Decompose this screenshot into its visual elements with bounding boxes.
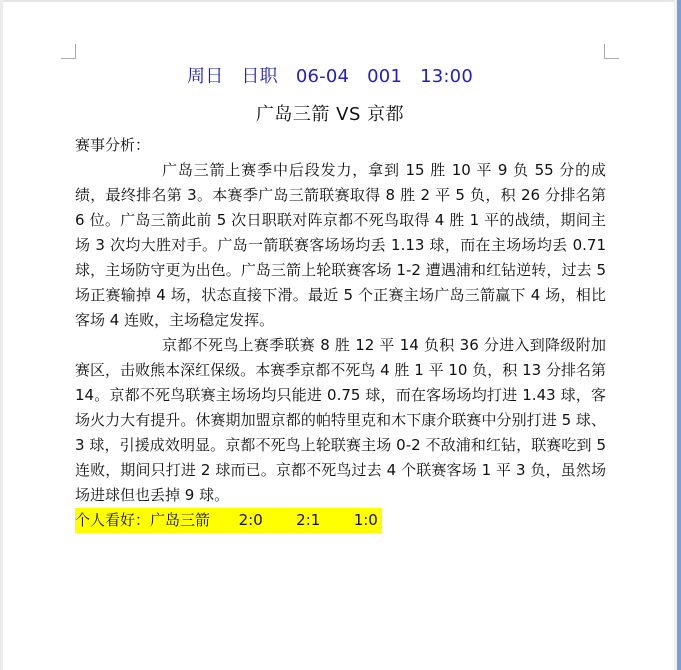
prediction-score-3: 1:0 xyxy=(353,511,378,529)
analysis-heading: 赛事分析： xyxy=(75,136,151,154)
margin-corner-mark-top-left xyxy=(61,44,76,59)
window-right-border xyxy=(677,0,681,670)
page-top-edge xyxy=(0,0,681,2)
match-day: 周日 xyxy=(187,66,224,87)
prediction-team: 广岛三箭 xyxy=(150,511,211,529)
match-league: 日职 xyxy=(241,66,278,87)
match-number: 001 xyxy=(367,66,403,87)
match-time: 13:00 xyxy=(420,66,473,87)
prediction-highlight xyxy=(75,508,382,533)
prediction-label: 个人看好： xyxy=(75,511,151,529)
analysis-paragraph-away: 京都不死鸟上赛季联赛 8 胜 12 平 14 负积 36 分进入到降级附加赛区，击败熊本深红保级。本赛季京都不死鸟 4 胜 1 平 10 负，积 13 分排名第 14。京都不死鸟联赛主场场均只能进 0.75 球，而在客场场均打进 1.43 球，客场火力大有提升。休赛期加盟京都的帕特里克和木下康介联赛中分别打进 5 球、3 球，引援成效明显。京都不死鸟上轮联赛主场 0-2 不敌浦和红钻，联赛吃到 5 连败，期间只打进 2 球而已。京都不死鸟过去 4 个联赛客场 1 平 3 负，虽然场场进球但也丢掉 9 球。 xyxy=(75,336,606,504)
match-date: 06-04 xyxy=(295,66,350,87)
prediction-score-2: 2:1 xyxy=(296,511,321,529)
analysis-paragraph-home: 广岛三箭上赛季中后段发力，拿到 15 胜 10 平 9 负 55 分的成绩，最终排名第 3。本赛季广岛三箭联赛取得 8 胜 2 平 5 负，积 26 分排名第 6 位。广岛三箭此前 5 次日职联对阵京都不死鸟取得 4 胜 1 平的战绩，期间主场 3 次均大胜对手。广岛一箭联赛客场场均丢 1.13 球，而在主场场均丢 0.71 球，主场防守更为出色。广岛三箭上轮联赛客场 1-2 遭遇浦和红钻逆转，过去 5 场正赛输掉 4 场，状态直接下滑。最近 5 个正赛主场广岛三箭赢下 4 场，相比客场 4 连败，主场稳定发挥。 xyxy=(75,161,606,329)
analysis-section xyxy=(75,133,606,533)
match-title: 广岛三箭 VS 京都 xyxy=(255,104,405,125)
prediction-line xyxy=(75,508,606,533)
match-info-header xyxy=(0,62,660,88)
prediction-score-1: 2:0 xyxy=(238,511,263,529)
margin-corner-mark-top-right xyxy=(604,44,619,59)
